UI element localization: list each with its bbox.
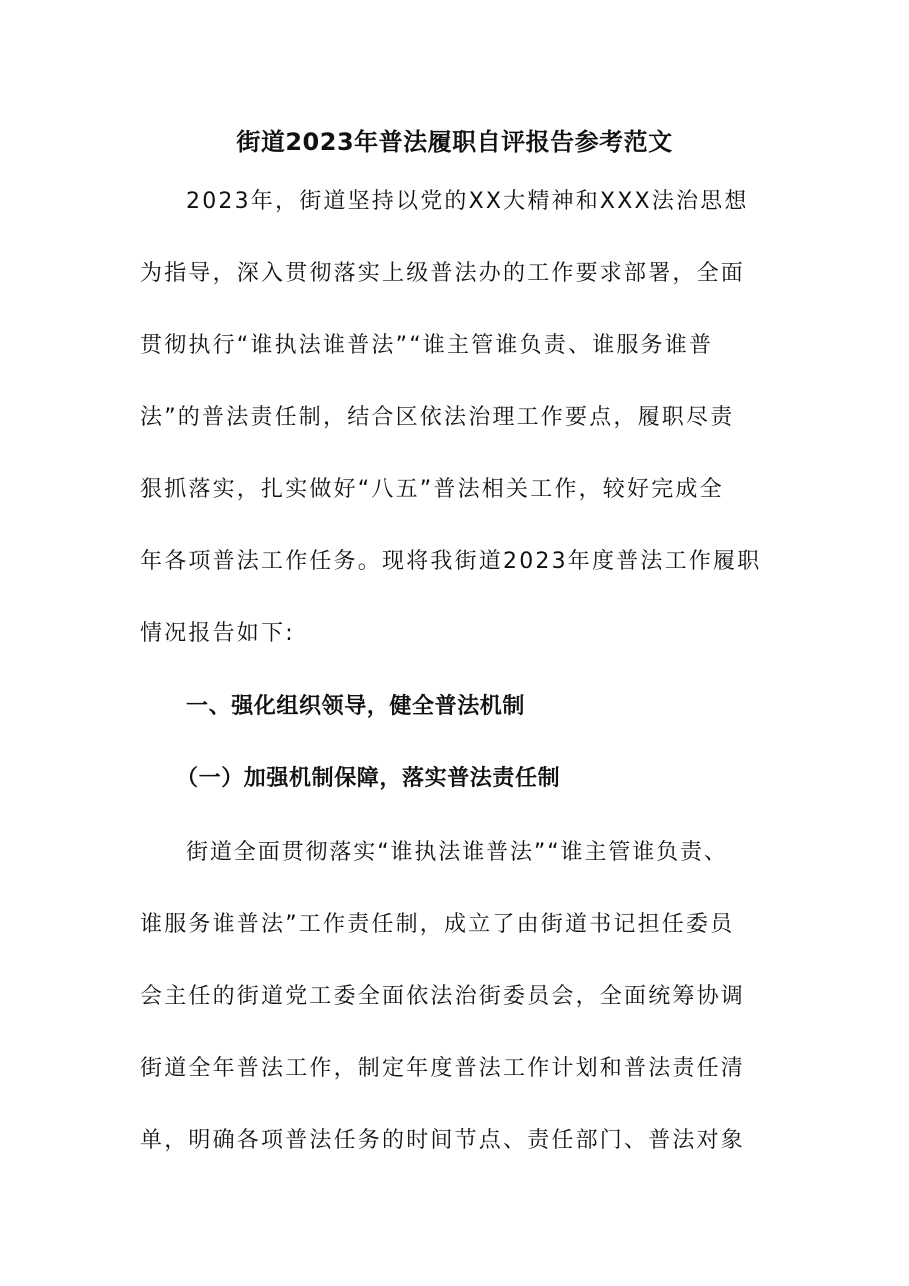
subsection-heading: （一）加强机制保障，落实普法责任制	[176, 766, 561, 791]
paragraph-line: 谁服务谁普法”工作责任制，成立了由街道书记担任委员	[140, 912, 735, 937]
paragraph-line: 会主任的街道党工委全面依法治街委员会，全面统筹协调	[140, 984, 746, 1009]
document-title: 街道2023年普法履职自评报告参考范文	[236, 128, 673, 156]
paragraph-line: 街道全年普法工作，制定年度普法工作计划和普法责任清	[140, 1056, 746, 1081]
paragraph-line: 街道全面贯彻落实“谁执法谁普法”“谁主管谁负责、	[186, 840, 728, 865]
paragraph-line: 法”的普法责任制，结合区依法治理工作要点，履职尽责	[140, 405, 735, 430]
paragraph-line: 狠抓落实，扎实做好“八五”普法相关工作，较好完成全	[140, 477, 724, 502]
paragraph-line: 情况报告如下:	[140, 621, 295, 646]
paragraph-line: 为指导，深入贯彻落实上级普法办的工作要求部署，全面	[140, 261, 746, 286]
paragraph-line: 2023年，街道坚持以党的XX大精神和XXX法治思想	[186, 189, 749, 214]
paragraph-line: 贯彻执行“谁执法谁普法”“谁主管谁负责、谁服务谁普	[140, 333, 714, 358]
paragraph-line: 单，明确各项普法任务的时间节点、责任部门、普法对象	[140, 1128, 746, 1153]
section-heading: 一、强化组织领导，健全普法机制	[186, 694, 526, 719]
paragraph-line: 年各项普法工作任务。现将我街道2023年度普法工作履职	[140, 549, 762, 574]
